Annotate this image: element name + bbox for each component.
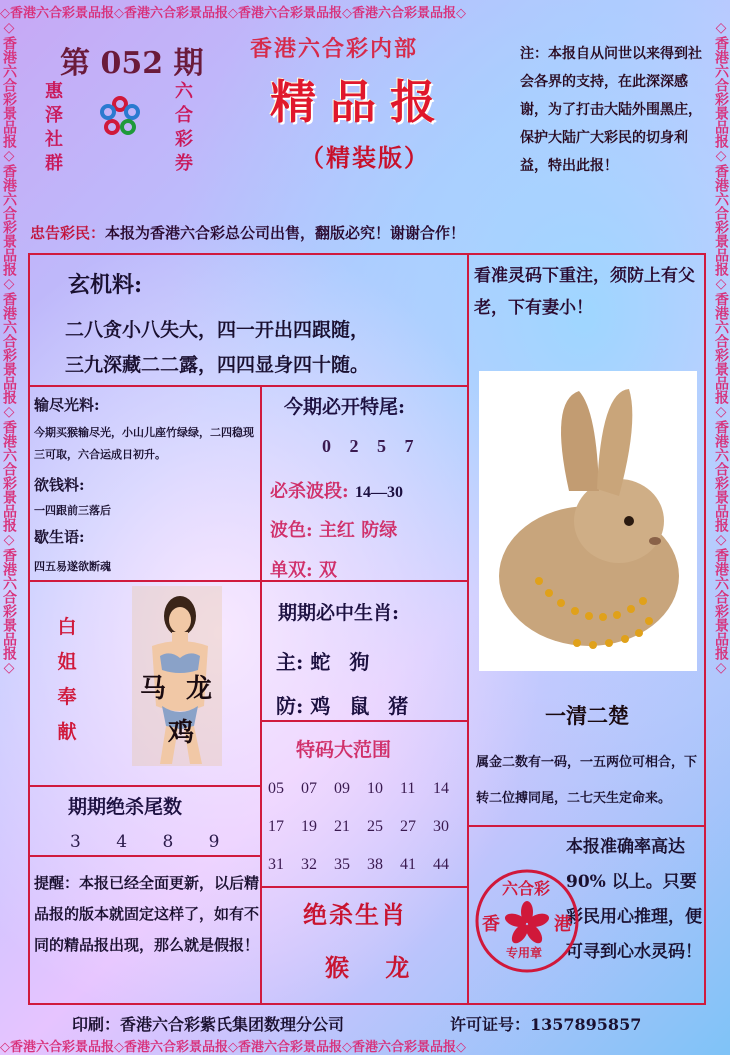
bosha-label: 必杀波段: [270,481,349,502]
tail-kill-title: 期期绝杀尾数 [68,796,183,818]
zhu-label: 主: [276,650,304,674]
bose-value: 主红 防绿 [318,520,398,541]
row-divider-mid-3 [260,886,468,888]
warning-line [30,222,465,243]
stamp-right-text: 港 [554,914,572,935]
zhu-value: 蛇 狗 [310,650,376,674]
stamp-bottom-text: 专用章 [506,946,543,960]
printer-line: 印刷：香港六合彩紫氏集团数理分公司 [72,1015,345,1034]
license-number: 许可证号：1357895857 [450,1015,642,1034]
warning-lead: 忠告彩民： [30,224,106,242]
border-top-text: ◇香港六合彩景品报◇香港六合彩景品报◇香港六合彩景品报◇香港六合彩景品报◇ [0,6,466,20]
photo-label-1: 马 [140,674,167,704]
right-top-slogan: 看准灵码下重注，须防上有父老，下有妻小！ [474,266,695,318]
xuanji-line-1: 二八贪小八失大，四一开出四跟随， [65,319,370,341]
baijie-vertical-text: 白姐奉献 [57,616,77,743]
row-divider-left-3 [28,855,260,857]
fanwei-num: 25 [367,818,383,835]
photo-label-2: 龙 [186,674,213,704]
yiqing-title: 一清二楚 [545,703,629,728]
bose-label: 波色: [270,520,313,541]
fanwei-title: 特码大范围 [296,739,392,761]
left-column-divider [260,385,262,1005]
warning-text: 本报为香港六合彩总公司出售，翻版必究！谢谢合作！ [105,224,466,242]
fanwei-num: 09 [334,780,350,797]
edition-subtitle: （精装版） [300,143,430,172]
row-divider-mid-2 [260,720,468,722]
fanwei-num: 30 [433,818,449,835]
photo-label-3: 鸡 [168,718,195,748]
xiesheng-text: 四五易遂欲断魂 [34,560,111,573]
newspaper-title: 精品报 [270,75,450,129]
yiqing-text: 属金二数有一码，一五两位可相合，下转二位搏同尾，二七天生定命来。 [476,755,698,806]
fanwei-num: 21 [334,818,350,835]
fanwei-num: 35 [334,856,350,873]
logo-right-text: 六合彩券 [175,81,193,174]
fanwei-row-3 [268,856,461,874]
danshuang-label: 单双: [270,560,313,581]
shengxiao-title: 期期必中生肖: [278,602,400,624]
fanwei-num: 17 [268,818,284,835]
row-divider-left-1 [28,580,260,582]
fanwei-num: 31 [268,856,284,873]
fang-value: 鸡 鼠 猪 [310,694,415,718]
xiesheng-title: 歇生语: [34,528,85,546]
stamp-left-text: 香 [482,914,500,935]
shuguang-title: 输尽光料: [34,396,100,414]
fanwei-row-2 [268,818,461,836]
accuracy-text: 本报准确率高达 90% 以上。只要彩民用心推理，便可寻到心水灵码！ [566,837,702,962]
border-right-text: ◇香港六合彩景品报◇香港六合彩景品报◇香港六合彩景品报◇香港六合彩景品报◇香港六合彩景品报◇ [713,20,729,676]
danshuang-value: 双 [318,560,337,581]
header-note: 注：本报自从问世以来得到社会各界的支持，在此深深感谢，为了打击大陆外围黑庄，保护大陆广大彩民的切身利益，特出此报！ [520,46,702,174]
stamp-top-text: 六合彩 [502,879,551,898]
xuanji-line-2: 三九深藏二二露，四四显身四十随。 [65,354,370,376]
yuqian-title: 欲钱料: [34,476,85,494]
yuqian-text: 一四跟前三落后 [34,504,111,517]
row-divider-xuanji [28,385,468,387]
border-bottom-text: ◇香港六合彩景品报◇香港六合彩景品报◇香港六合彩景品报◇香港六合彩景品报◇ [0,1040,466,1054]
fanwei-num: 44 [433,856,449,873]
fanwei-num: 14 [433,780,449,797]
rabbit-photo-icon [479,371,697,671]
issue-number: 第 052 期 [60,46,204,81]
right-column-divider [467,253,469,1005]
tail-kill-numbers: 3 4 8 9 [70,832,220,852]
fanwei-num: 41 [400,856,416,873]
fanwei-num: 19 [301,818,317,835]
lottery-logo-icon [98,95,142,139]
row-divider-right [467,825,706,827]
fang-label: 防: [276,694,304,718]
fanwei-num: 27 [400,818,416,835]
jueshao-animals: 猴 龙 [325,953,424,982]
xuanji-title: 玄机料: [68,272,143,298]
tewei-numbers: 0 2 5 7 [322,436,414,456]
logo-left-text: 惠泽社群 [45,81,63,174]
tewei-title: 今期必开特尾: [284,396,406,418]
row-divider-left-2 [28,785,260,787]
fanwei-num: 11 [400,780,416,797]
fanwei-num: 05 [268,780,284,797]
reminder-text: 提醒：本报已经全面更新，以后精品报的版本就固定这样了，如有不同的精品报出现，那么就是假报！ [34,874,260,954]
fanwei-num: 10 [367,780,383,797]
official-stamp [472,866,582,976]
fanwei-num: 32 [301,856,317,873]
fanwei-row-1 [268,780,461,798]
fanwei-num: 07 [301,780,317,797]
department-title: 香港六合彩内部 [250,36,419,62]
jueshao-title: 绝杀生肖 [303,900,407,929]
border-left-text: ◇香港六合彩景品报◇香港六合彩景品报◇香港六合彩景品报◇香港六合彩景品报◇香港六合彩景品报◇ [1,20,17,676]
bosha-value: 14—30 [354,484,403,501]
fanwei-num: 38 [367,856,383,873]
shuguang-text: 今期买猴输尽光，小山儿座竹绿绿，二四稳现三可取，六合运成日初升。 [34,426,254,461]
